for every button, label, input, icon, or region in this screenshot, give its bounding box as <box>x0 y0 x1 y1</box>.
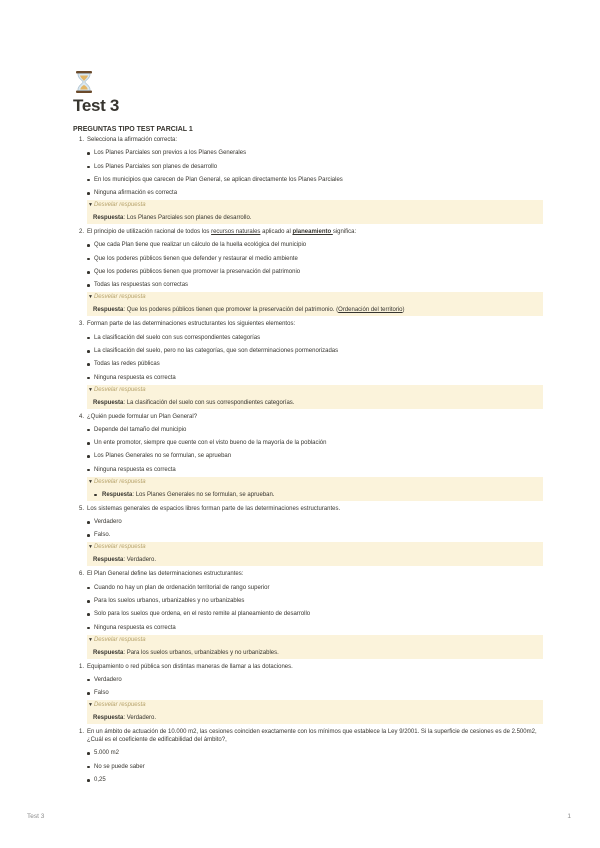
question-4 <box>73 413 543 501</box>
answer-toggle[interactable] <box>87 542 543 566</box>
toggle-header[interactable] <box>87 543 543 551</box>
list-item: Que los poderes públicos tienen que promover la preservación del patrimonio <box>87 268 543 276</box>
list-item: Ninguna afirmación es correcta <box>87 189 543 197</box>
triangle-down-icon[interactable]: ▼ <box>88 544 93 551</box>
question-3 <box>73 320 543 408</box>
question-number: 1. <box>78 663 84 670</box>
question-number: 4. <box>78 413 84 420</box>
triangle-down-icon[interactable]: ▼ <box>88 636 93 643</box>
triangle-down-icon[interactable]: ▼ <box>88 202 93 209</box>
list-item: Para los suelos urbanos, urbanizables y no urbanizables <box>87 597 543 605</box>
list-item: Ninguna respuesta es correcta <box>87 466 543 474</box>
question-text-part: significa: <box>332 229 357 236</box>
answer-prefix: Respuesta <box>93 215 124 222</box>
answer-toggle[interactable] <box>87 200 543 224</box>
answer-text: Respuesta: Verdadero. <box>93 557 157 564</box>
list-item: En los municipios que carecen de Plan General, se aplican directamente los Planes Parciales <box>87 176 543 184</box>
list-item: Que los poderes públicos tienen que defender y restaurar el medio ambiente <box>87 255 543 263</box>
question-number: 6. <box>78 571 84 578</box>
answer-prefix: Respuesta <box>93 649 124 656</box>
toggle-header[interactable] <box>87 386 543 394</box>
answer-value: Que los poderes públicos tienen que promover la preservación del patrimonio. ( <box>126 307 339 314</box>
list-item: Verdadero <box>87 676 543 684</box>
toggle-label[interactable]: Desvelar respuesta <box>93 636 146 643</box>
list-item: Los Planes Generales no se formulan, se aprueban <box>87 452 543 460</box>
link-ordenacion-territorio[interactable]: Ordenación del territorio <box>338 307 403 314</box>
list-item: Todas las redes públicas <box>87 360 543 368</box>
question-7 <box>73 663 543 725</box>
list-item: 5.000 m2 <box>87 749 543 757</box>
answer-toggle[interactable] <box>87 700 543 724</box>
answer-value: Los Planes Generales no se formulan, se aprueban. <box>135 491 275 498</box>
answer-value: Verdadero. <box>126 557 157 564</box>
answer-prefix: Respuesta <box>93 715 124 722</box>
list-item: Un ente promotor, siempre que cuente con el visto bueno de la mayoría de la población <box>87 439 543 447</box>
triangle-down-icon[interactable]: ▼ <box>88 294 93 301</box>
question-6 <box>73 570 543 658</box>
question-number: 2. <box>78 229 84 236</box>
answer-value: Para los suelos urbanos, urbanizables y no urbanizables. <box>126 649 279 656</box>
triangle-down-icon[interactable]: ▼ <box>88 702 93 709</box>
answer-prefix: Respuesta <box>102 491 133 498</box>
question-text: El Plan General define las determinaciones estructurantes: <box>87 571 244 578</box>
list-item: Falso. <box>87 531 543 539</box>
question-text: ¿Quién puede formular un Plan General? <box>87 413 198 420</box>
footer-title: Test 3 <box>27 813 45 820</box>
answer-text: Respuesta: Los Planes Parciales son planes de desarrollo. <box>93 215 252 222</box>
toggle-label[interactable]: Desvelar respuesta <box>93 386 146 393</box>
list-item: Los Planes Parciales son planes de desarrollo <box>87 163 543 171</box>
list-item: Falso <box>87 689 543 697</box>
list-item: Ninguna respuesta es correcta <box>87 624 543 632</box>
toggle-header[interactable] <box>87 201 543 209</box>
toggle-header[interactable] <box>87 293 543 301</box>
answer-prefix: Respuesta <box>93 307 124 314</box>
answer-text: Respuesta: Que los poderes públicos tienen que promover la preservación del patrimonio. (Ordenación del territorio) <box>93 307 405 314</box>
question-text <box>87 228 543 236</box>
answer-value: La clasificación del suelo con sus correspondientes categorías. <box>126 399 295 406</box>
answer-value: Los Planes Parciales son planes de desarrollo. <box>126 215 252 222</box>
question-text: Selecciona la afirmación correcta: <box>87 137 178 143</box>
question-number: 1. <box>78 729 84 736</box>
toggle-label[interactable]: Desvelar respuesta <box>93 478 146 485</box>
list-item: Cuando no hay un plan de ordenación territorial de rango superior <box>87 584 543 592</box>
triangle-down-icon[interactable]: ▼ <box>88 478 93 485</box>
question-text-part: aplicado al <box>260 229 293 236</box>
page-footer <box>27 813 571 820</box>
list-item: Todas las respuestas son correctas <box>87 281 543 289</box>
link-recursos-naturales[interactable]: recursos naturales <box>211 229 261 236</box>
list-item: La clasificación del suelo, pero no las categorías, que son determinaciones pormenorizadas <box>87 347 543 355</box>
question-number: 1. <box>78 137 84 143</box>
answer-value: Verdadero. <box>126 715 157 722</box>
hourglass-icon <box>74 70 94 94</box>
answer-text: Respuesta: Verdadero. <box>93 715 157 722</box>
list-item: Solo para los suelos que ordena, en el resto remite al planeamiento de desarrollo <box>87 610 543 618</box>
list-item: No se puede saber <box>87 763 543 771</box>
question-text: En un ámbito de actuación de 10.000 m2, las cesiones coinciden exactamente con los mínimos que establece la Ley 9/2001. Si la superficie de cesiones es de 2.500m2, ¿Cuál es el coeficiente de edificabilidad del ámbito?, <box>87 729 537 744</box>
answer-toggle[interactable] <box>87 477 543 501</box>
question-1 <box>73 136 543 224</box>
question-text-part: El principio de utilización racional de todos los <box>87 229 212 236</box>
question-5 <box>73 505 543 567</box>
question-2 <box>73 228 543 316</box>
answer-text: Respuesta: La clasificación del suelo con sus correspondientes categorías. <box>93 399 295 406</box>
question-text: Equipamiento o red pública son distintas maneras de llamar a las dotaciones. <box>87 663 293 670</box>
toggle-label[interactable]: Desvelar respuesta <box>93 544 146 551</box>
answer-text: Respuesta: Para los suelos urbanos, urbanizables y no urbanizables. <box>93 649 279 656</box>
answer-toggle[interactable] <box>87 292 543 316</box>
toggle-header[interactable] <box>87 636 543 644</box>
link-planeamiento[interactable]: planeamiento <box>292 229 333 236</box>
question-text: Los sistemas generales de espacios libres forman parte de las determinaciones estructurantes. <box>87 505 341 512</box>
page-number: 1 <box>567 813 571 820</box>
answer-close: ) <box>402 307 405 314</box>
list-item: Verdadero <box>87 518 543 526</box>
toggle-header[interactable] <box>87 478 543 486</box>
page-title: Test 3 <box>73 96 120 115</box>
document-page <box>73 70 543 784</box>
question-8 <box>73 728 543 784</box>
answer-prefix: Respuesta <box>93 557 124 564</box>
list-item: Los Planes Parciales son previos a los Planes Generales <box>87 149 543 157</box>
list-item: La clasificación del suelo con sus correspondientes categorías <box>87 334 543 342</box>
answer-toggle[interactable] <box>87 635 543 659</box>
answer-prefix: Respuesta <box>93 399 124 406</box>
toggle-header[interactable] <box>87 701 543 709</box>
question-number: 3. <box>78 321 84 328</box>
list-item: 0,25 <box>87 776 543 784</box>
toggle-label[interactable]: Desvelar respuesta <box>93 294 146 301</box>
answer-text: Respuesta: Los Planes Generales no se formulan, se aprueban. <box>87 491 543 499</box>
answer-toggle[interactable] <box>87 385 543 409</box>
toggle-label[interactable]: Desvelar respuesta <box>93 702 146 709</box>
question-number: 5. <box>78 505 84 512</box>
list-item: Depende del tamaño del municipio <box>87 426 543 434</box>
triangle-down-icon[interactable]: ▼ <box>88 386 93 393</box>
toggle-label[interactable]: Desvelar respuesta <box>93 202 146 209</box>
list-item: Ninguna respuesta es correcta <box>87 374 543 382</box>
list-item: Que cada Plan tiene que realizar un cálculo de la huella ecológica del municipio <box>87 241 543 249</box>
section-title: PREGUNTAS TIPO TEST PARCIAL 1 <box>73 126 193 133</box>
question-text: Forman parte de las determinaciones estructurantes los siguientes elementos: <box>87 321 296 328</box>
